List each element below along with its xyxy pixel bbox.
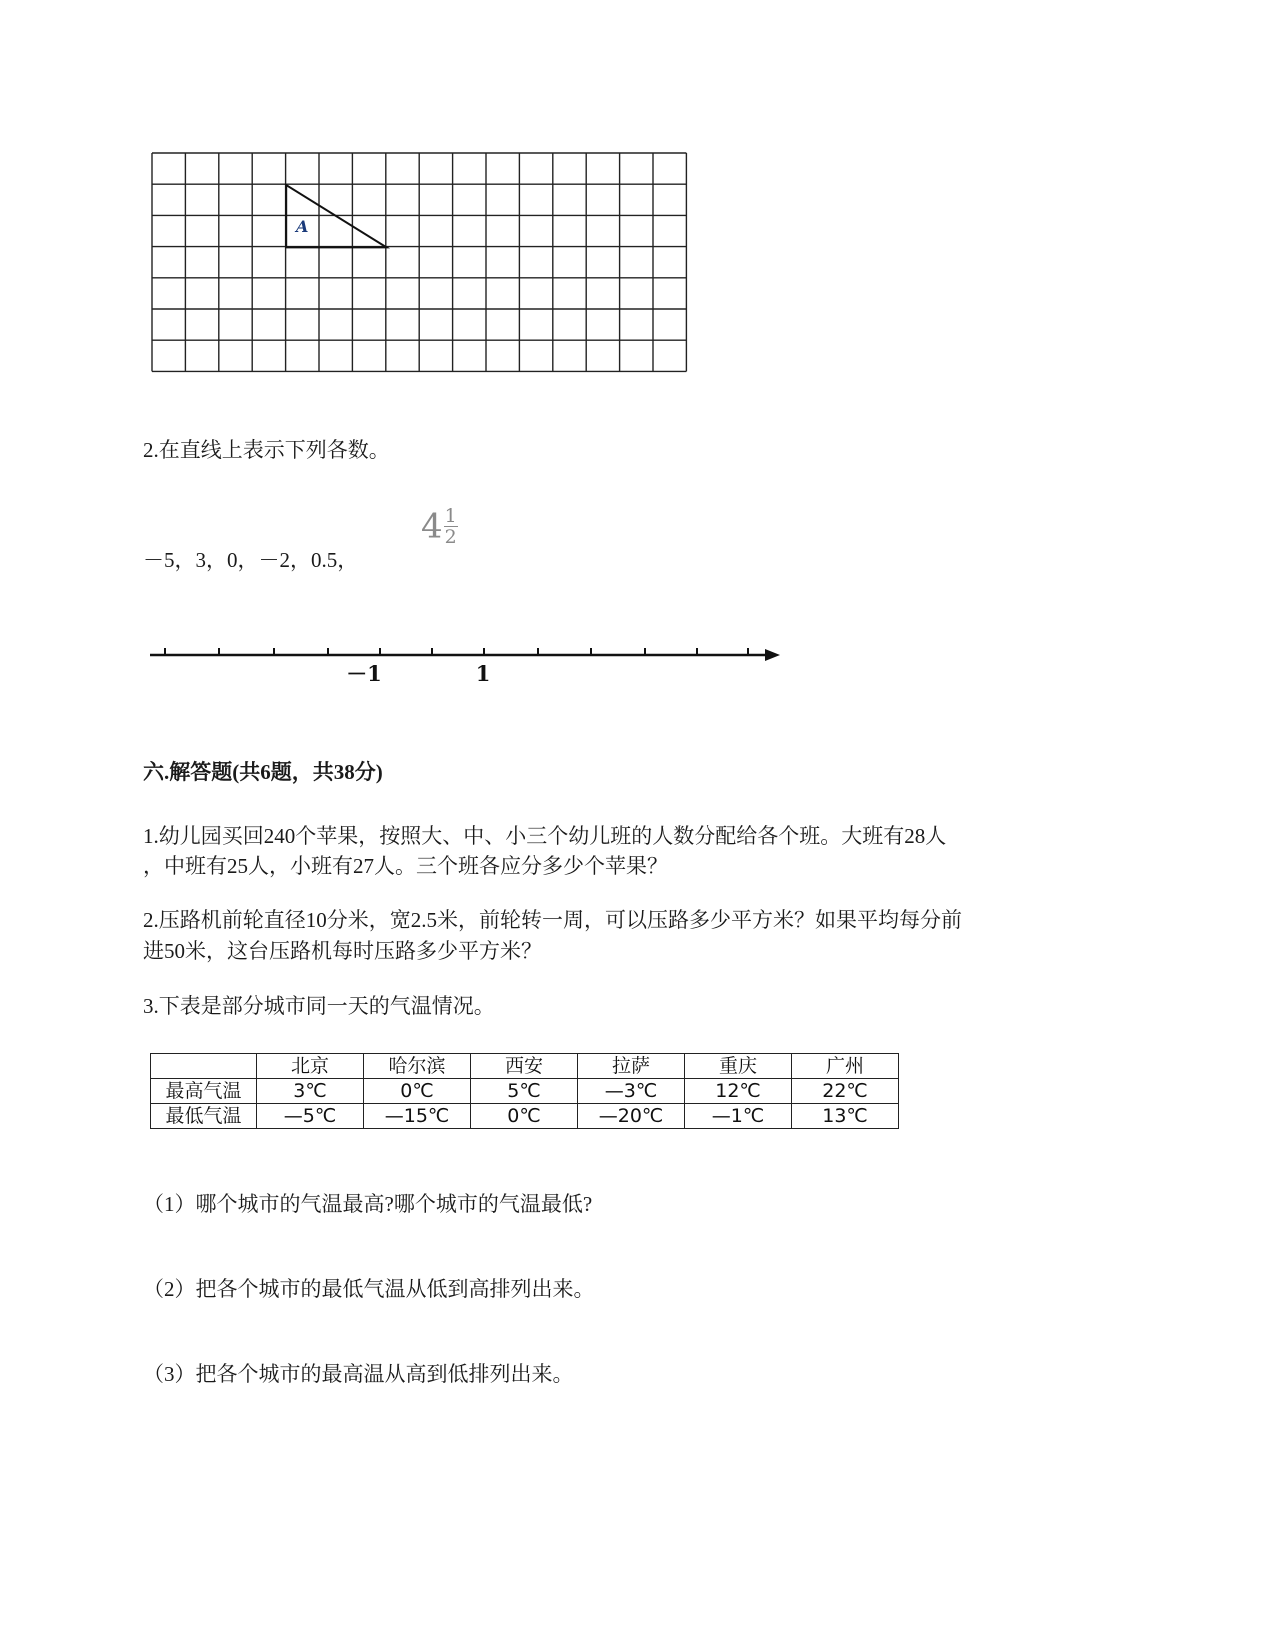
table-corner (151, 1054, 257, 1079)
problem-3-intro: 3.下表是部分城市同一天的气温情况。 (143, 994, 495, 1018)
section-heading: 六.解答题(共6题，共38分) (143, 760, 383, 784)
table-cell: 22℃ (792, 1079, 899, 1104)
subquestion-1: （1）哪个城市的气温最高?哪个城市的气温最低? (143, 1192, 593, 1216)
city-header: 拉萨 (578, 1054, 685, 1079)
table-cell: —3℃ (578, 1079, 685, 1104)
grid-figure (150, 150, 692, 380)
table-cell: —5℃ (257, 1104, 364, 1129)
problem-2-line-2: 进50米，这台压路机每时压路多少平方米？ (143, 939, 542, 963)
city-header: 北京 (257, 1054, 364, 1079)
fraction-denominator: 2 (444, 526, 457, 548)
table-cell: 12℃ (685, 1079, 792, 1104)
city-header: 广州 (792, 1054, 899, 1079)
q2-title: 2.在直线上表示下列各数。 (143, 438, 390, 462)
city-header: 重庆 (685, 1054, 792, 1079)
problem-1-line-1: 1.幼儿园买回240个苹果，按照大、中、小三个幼儿班的人数分配给各个班。大班有28人 (143, 824, 947, 848)
q2-number-list: －5，3，0，－2，0.5， (143, 548, 359, 572)
table-cell: —15℃ (364, 1104, 471, 1129)
row-label: 最低气温 (151, 1104, 257, 1129)
triangle-label: A (296, 217, 309, 236)
problem-2-line-1: 2.压路机前轮直径10分米，宽2.5米，前轮转一周，可以压路多少平方米？如果平均每分前 (143, 908, 962, 932)
tick-label-neg1: －1 (346, 661, 382, 686)
temperature-table (150, 1053, 899, 1129)
table-cell: 5℃ (471, 1079, 578, 1104)
mixed-number-fraction (444, 506, 458, 547)
city-header: 哈尔滨 (364, 1054, 471, 1079)
number-line-arrow-icon (765, 649, 780, 661)
table-row (151, 1079, 899, 1104)
subquestion-3: （3）把各个城市的最高温从高到低排列出来。 (143, 1362, 574, 1386)
grid-lines (152, 153, 686, 371)
table-cell: 0℃ (471, 1104, 578, 1129)
number-line (148, 640, 788, 690)
table-row (151, 1104, 899, 1129)
city-header: 西安 (471, 1054, 578, 1079)
table-cell: 3℃ (257, 1079, 364, 1104)
subquestion-2: （2）把各个城市的最低气温从低到高排列出来。 (143, 1277, 595, 1301)
fraction-numerator: 1 (444, 505, 457, 527)
mixed-number-whole: 4 (421, 506, 443, 547)
row-label: 最高气温 (151, 1079, 257, 1104)
table-cell: 13℃ (792, 1104, 899, 1129)
table-cell: 0℃ (364, 1079, 471, 1104)
problem-1-line-2: ，中班有25人，小班有27人。三个班各应分多少个苹果？ (143, 854, 668, 878)
mixed-number (421, 506, 458, 547)
table-cell: —1℃ (685, 1104, 792, 1129)
table-cell: —20℃ (578, 1104, 685, 1129)
tick-label-1: 1 (475, 661, 491, 686)
table-header-row (151, 1054, 899, 1079)
